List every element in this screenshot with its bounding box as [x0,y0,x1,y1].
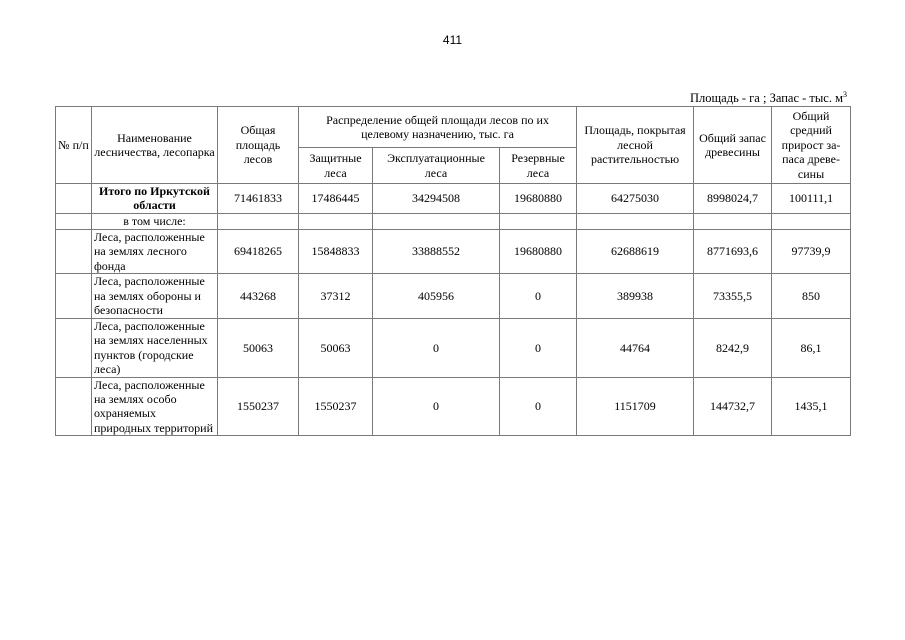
table-row [56,273,851,318]
header-growth: Общий средний прирост за-паса древе-сины [772,107,851,184]
header-exploitation: Эксплуатационные леса [373,148,500,184]
cell-protective: 17486445 [299,184,373,214]
header-stock: Общий запас древесины [694,107,772,184]
cell-total: 69418265 [218,229,299,273]
cell-num [56,377,92,436]
cell-protective: 1550237 [299,377,373,436]
cell-stock: 8998024,7 [694,184,772,214]
units-text: Площадь - га ; Запас - тыс. м [690,91,843,106]
cell-name: в том числе: [92,213,218,229]
cell-num [56,318,92,377]
cell-reserve: 19680880 [500,229,577,273]
cell-cover: 389938 [577,273,694,318]
cell-cover: 62688619 [577,229,694,273]
cell-protective: 50063 [299,318,373,377]
cell-exploitation [373,213,500,229]
cell-total: 1550237 [218,377,299,436]
cell-name: Леса, расположенные на землях особо охраняемых природных территорий [92,377,218,436]
table-row-total [56,184,851,214]
units-caption [690,90,847,106]
header-protective: Защитные леса [299,148,373,184]
cell-growth: 100111,1 [772,184,851,214]
cell-num [56,273,92,318]
table-row [56,318,851,377]
cell-reserve: 0 [500,273,577,318]
cell-total: 71461833 [218,184,299,214]
cell-protective [299,213,373,229]
table-row [56,229,851,273]
cell-reserve: 0 [500,377,577,436]
cell-protective: 15848833 [299,229,373,273]
cell-num [56,213,92,229]
header-num: № п/п [56,107,92,184]
cell-stock [694,213,772,229]
cell-exploitation: 0 [373,318,500,377]
cell-growth: 850 [772,273,851,318]
cell-name: Леса, расположенные на землях обороны и безопасности [92,273,218,318]
cell-name: Итого по Иркутской области [92,184,218,214]
cell-cover: 44764 [577,318,694,377]
header-total-area: Общая площадь лесов [218,107,299,184]
cell-growth: 97739,9 [772,229,851,273]
forest-area-table [55,106,851,436]
units-superscript: 3 [843,90,847,99]
cell-stock: 8771693,6 [694,229,772,273]
cell-exploitation: 33888552 [373,229,500,273]
cell-num [56,184,92,214]
cell-reserve [500,213,577,229]
cell-num [56,229,92,273]
header-distribution: Распределение общей площади лесов по их целевому назначению, тыс. га [299,107,577,148]
cell-stock: 144732,7 [694,377,772,436]
table-row [56,377,851,436]
cell-exploitation: 0 [373,377,500,436]
cell-protective: 37312 [299,273,373,318]
page-number: 411 [442,33,463,47]
cell-stock: 73355,5 [694,273,772,318]
cell-cover: 1151709 [577,377,694,436]
cell-name: Леса, расположенные на землях населенных пунктов (городские леса) [92,318,218,377]
cell-cover: 64275030 [577,184,694,214]
cell-name: Леса, расположенные на землях лесного фонда [92,229,218,273]
cell-growth: 1435,1 [772,377,851,436]
table-row-including [56,213,851,229]
cell-cover [577,213,694,229]
header-name: Наименование лесничества, лесопарка [92,107,218,184]
cell-reserve: 19680880 [500,184,577,214]
header-forest-cover: Площадь, покрытая лесной растительностью [577,107,694,184]
header-reserve: Резервные леса [500,148,577,184]
cell-total: 443268 [218,273,299,318]
cell-stock: 8242,9 [694,318,772,377]
cell-growth [772,213,851,229]
cell-total: 50063 [218,318,299,377]
cell-growth: 86,1 [772,318,851,377]
cell-reserve: 0 [500,318,577,377]
cell-exploitation: 34294508 [373,184,500,214]
cell-exploitation: 405956 [373,273,500,318]
cell-total [218,213,299,229]
